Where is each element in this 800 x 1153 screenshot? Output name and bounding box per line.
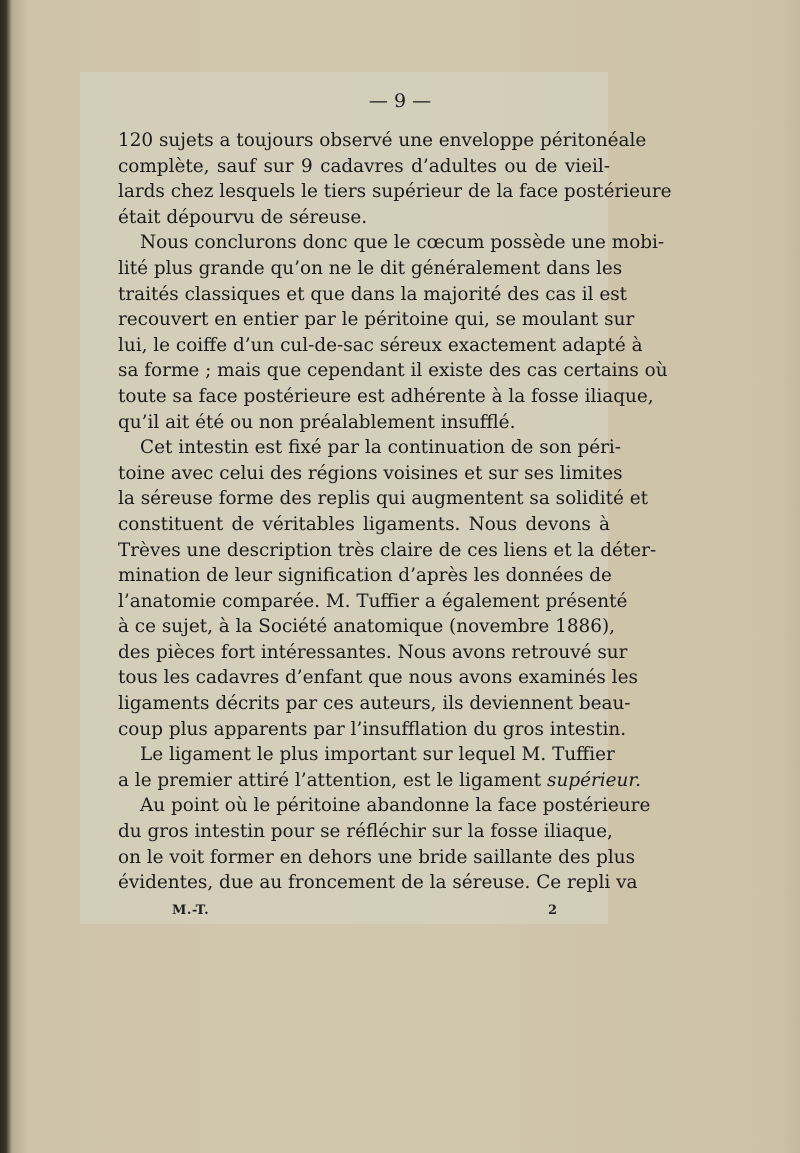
text-line-content: Trèves une description très claire de ces liens et la déter- <box>118 539 657 561</box>
text-line-content: a le premier attiré l’attention, est le ligament <box>118 769 542 791</box>
text-line-content: constituent de véritables ligaments. Nous devons à <box>118 513 610 535</box>
text-line <box>118 819 613 845</box>
italic-term: supérieur. <box>547 769 641 791</box>
text-line-content: qu’il ait été ou non préalablement insufflé. <box>118 411 516 433</box>
text-line <box>118 205 610 231</box>
text-line <box>118 717 627 743</box>
page-number: — 9 — <box>368 90 432 112</box>
text-line <box>118 358 668 384</box>
text-line-content: Au point où le péritoine abandonne la face postérieure <box>140 795 651 817</box>
text-line <box>118 870 638 896</box>
text-line-content: lards chez lesquels le tiers supérieur de la face postérieure <box>118 181 672 203</box>
text-line-content: toute sa face postérieure est adhérente à la fosse iliaque, <box>118 385 654 407</box>
text-line <box>118 793 651 819</box>
text-line-content: à ce sujet, à la Société anatomique (novembre 1886), <box>118 616 615 638</box>
text-line <box>118 435 622 461</box>
signature-number: 2 <box>548 903 558 918</box>
text-line <box>118 691 631 717</box>
text-line-content: évidentes, due au froncement de la séreuse. Ce repli va <box>118 872 638 894</box>
text-line <box>118 589 628 615</box>
text-line-content: lité plus grande qu’on ne le dit généralement dans les <box>118 257 623 279</box>
text-line-content: était dépourvu de séreuse. <box>118 206 368 228</box>
text-line-content: lui, le coiffe d’un cul-de-sac séreux exactement adapté à <box>118 334 643 356</box>
text-line <box>118 179 672 205</box>
text-line <box>118 512 610 538</box>
text-line-content: traités classiques et que dans la majorité des cas il est <box>118 283 628 305</box>
text-line-content: tous les cadavres d’enfant que nous avons examinés les <box>118 667 638 689</box>
text-line <box>118 154 610 180</box>
text-line <box>118 768 641 794</box>
text-line <box>118 410 610 436</box>
text-line-content: la séreuse forme des replis qui augmentent sa solidité et <box>118 488 648 510</box>
text-line-content: 120 sujets a toujours observé une enveloppe péritonéale <box>118 130 647 151</box>
text-line <box>118 538 657 564</box>
text-line <box>118 614 615 640</box>
text-line-content: Nous conclurons donc que le cœcum possède une mobi- <box>140 232 665 254</box>
text-line <box>118 742 615 768</box>
text-line-content: l’anatomie comparée. M. Tuffier a également présenté <box>118 590 628 612</box>
text-line-content: on le voit former en dehors une bride saillante des plus <box>118 846 636 868</box>
text-line <box>118 461 623 487</box>
text-line-content: du gros intestin pour se réfléchir sur la fosse iliaque, <box>118 821 613 843</box>
signature-mark: M.-T. <box>172 903 210 918</box>
body-text <box>118 128 672 896</box>
text-line-content: ligaments décrits par ces auteurs, ils deviennent beau- <box>118 693 631 715</box>
text-line <box>118 128 647 154</box>
text-line <box>118 333 643 359</box>
text-line-content: mination de leur signification d’après les données de <box>118 565 612 587</box>
text-line-content: complète, sauf sur 9 cadavres d’adultes ou de vieil- <box>118 155 610 177</box>
text-line-content: des pièces fort intéressantes. Nous avons retrouvé sur <box>118 641 628 663</box>
text-line <box>118 282 628 308</box>
text-line <box>118 256 623 282</box>
text-line-content: recouvert en entier par le péritoine qui, se moulant sur <box>118 309 635 331</box>
text-line <box>118 230 665 256</box>
text-line <box>118 665 638 691</box>
text-line-content: sa forme ; mais que cependant il existe des cas certains où <box>118 360 668 382</box>
text-line-content: coup plus apparents par l’insufflation du gros intestin. <box>118 718 627 740</box>
text-line <box>118 845 636 871</box>
text-line <box>118 307 635 333</box>
text-line-content: Le ligament le plus important sur lequel M. Tuffier <box>140 744 615 766</box>
text-line <box>118 563 610 589</box>
text-line <box>118 640 628 666</box>
text-line <box>118 384 654 410</box>
text-line-content: toine avec celui des régions voisines et sur ses limites <box>118 462 623 484</box>
text-line-content: Cet intestin est fixé par la continuation de son péri- <box>140 437 622 459</box>
text-line <box>118 486 648 512</box>
